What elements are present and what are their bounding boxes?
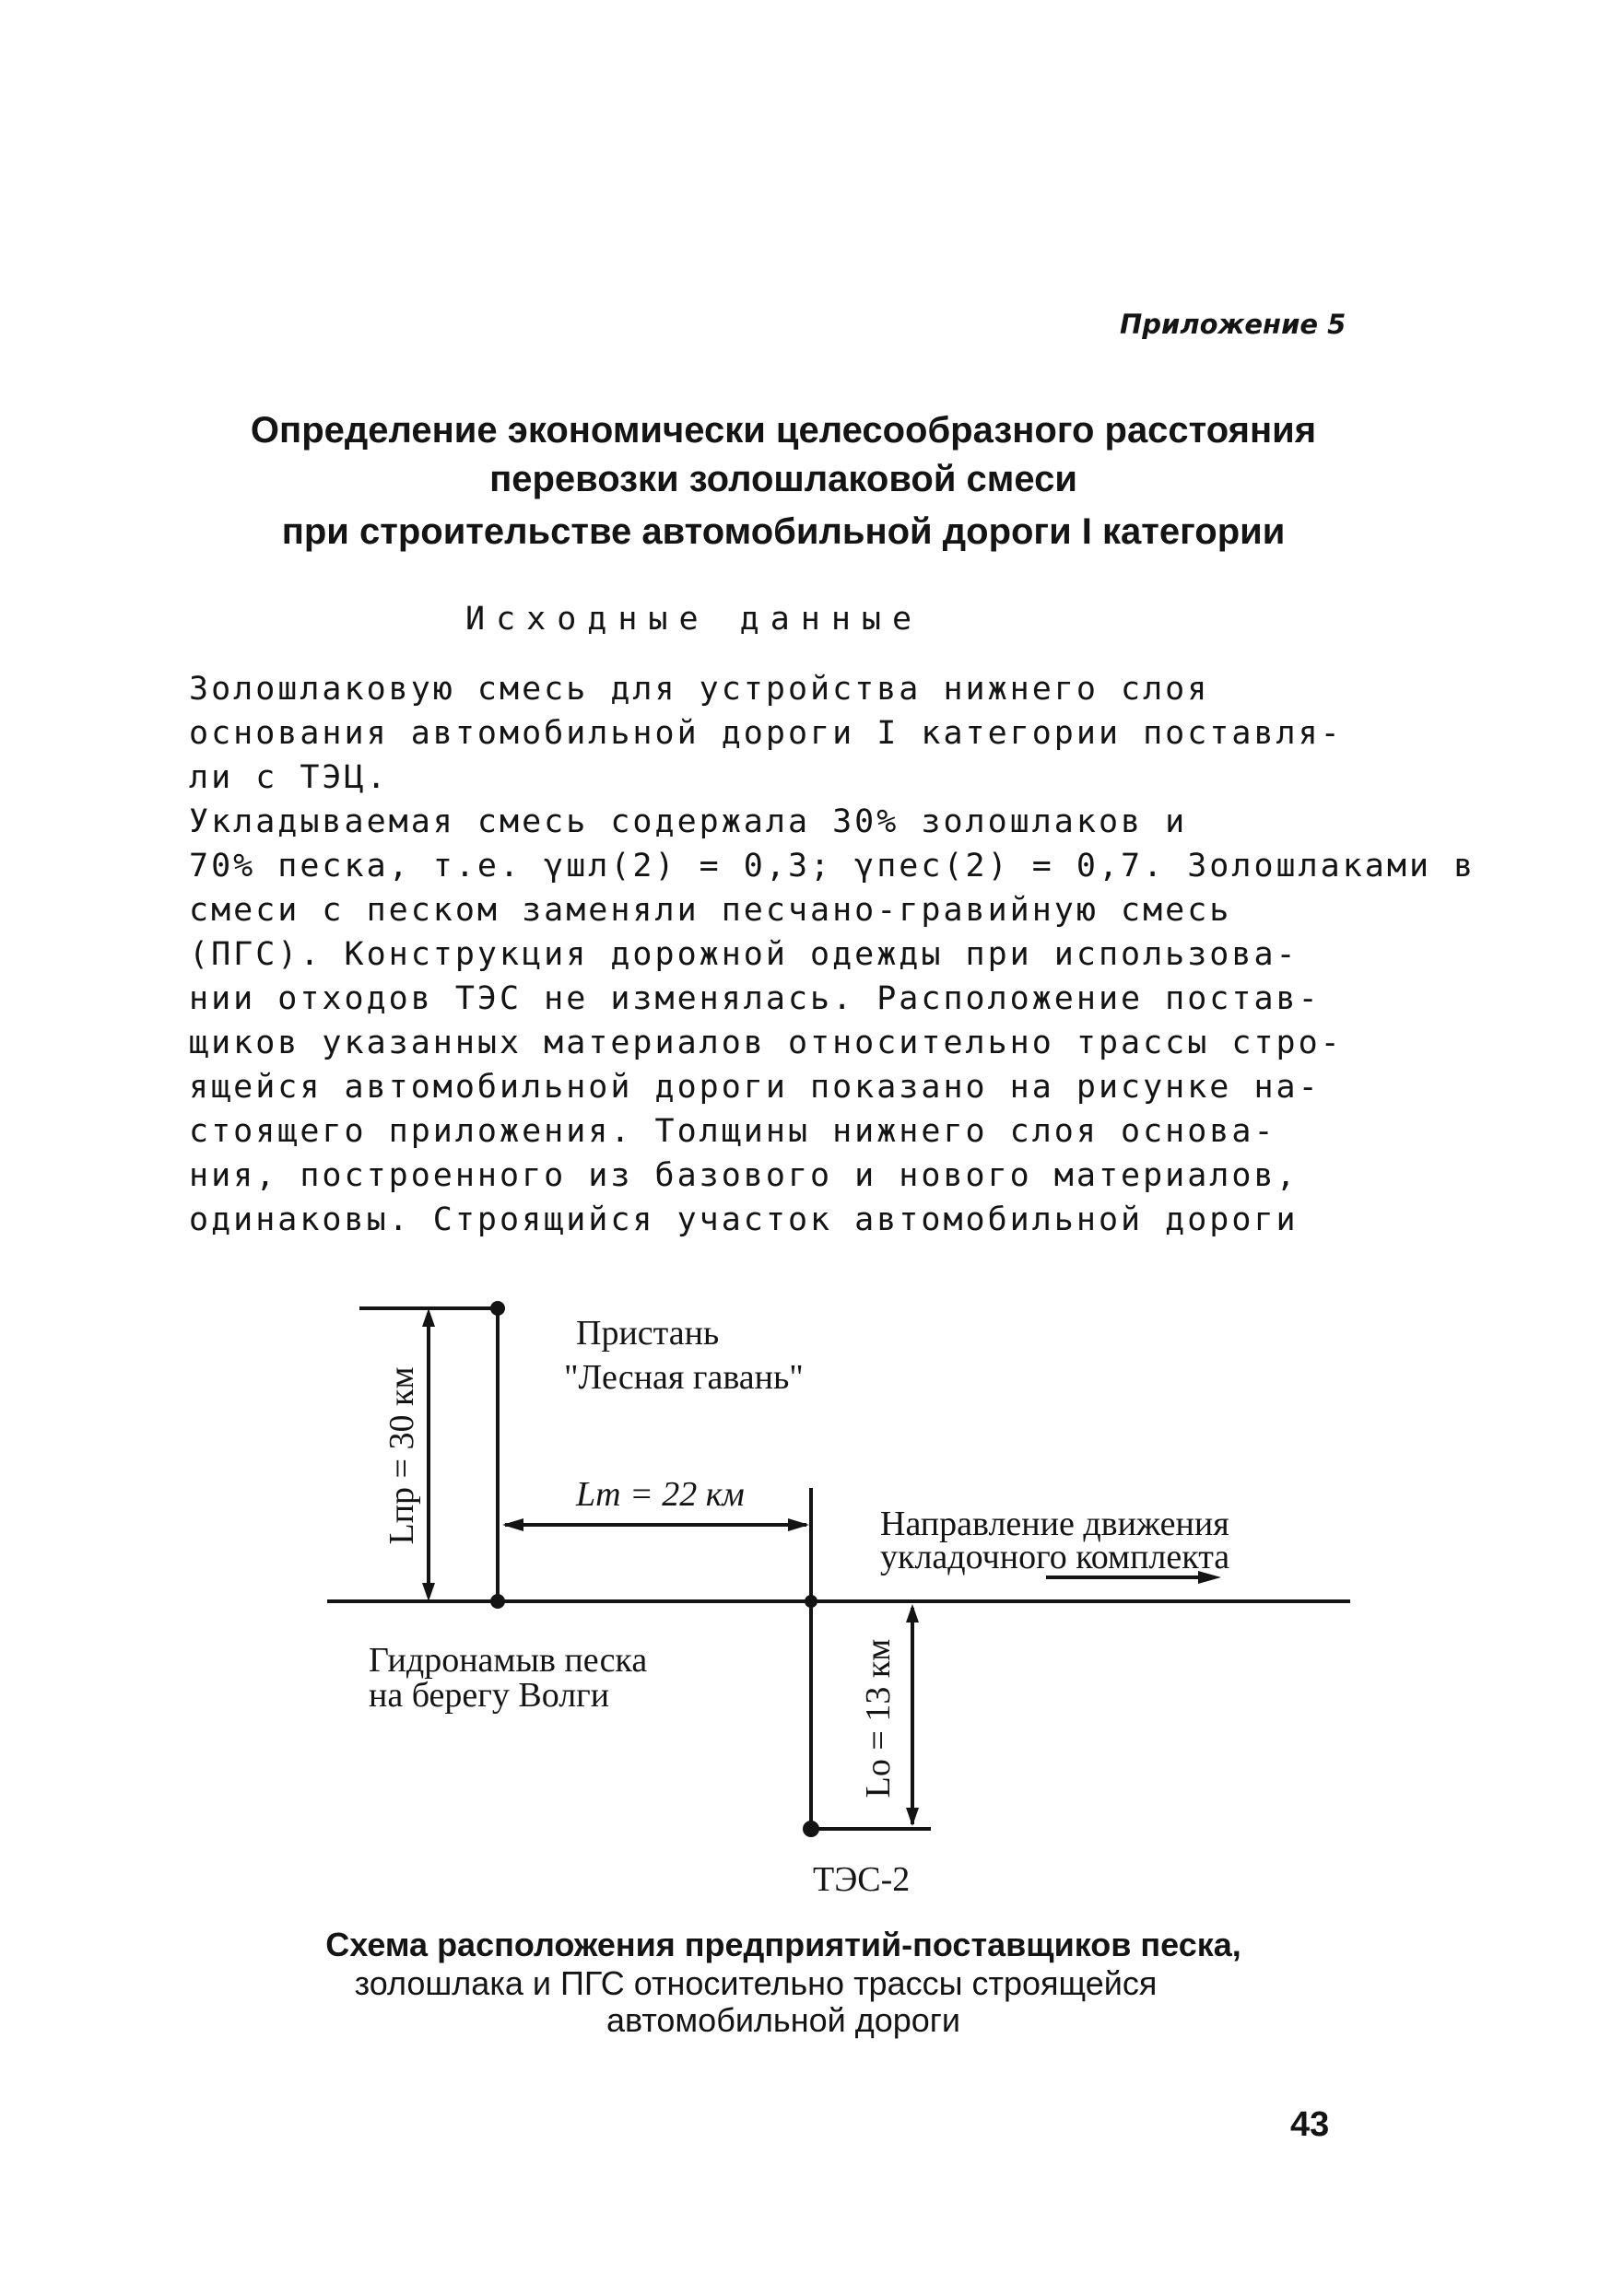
junction-point bbox=[805, 1595, 817, 1608]
section-heading: Исходные данные bbox=[465, 601, 923, 638]
body-line: щиков указанных материалов относительно трассы стро- bbox=[189, 1025, 1343, 1061]
title-line-2: перевозки золошлаковой смеси bbox=[489, 459, 1077, 499]
tes-label: ТЭС-2 bbox=[813, 1860, 911, 1899]
caption-line-1: Схема расположения предприятий-поставщиков песка, bbox=[325, 1926, 1241, 1963]
body-line: ли с ТЭЦ. bbox=[189, 759, 389, 796]
body-line: нии отходов ТЭС не изменялась. Расположение постав- bbox=[189, 980, 1321, 1017]
lpr-arrow-top bbox=[422, 1308, 435, 1327]
lo-arrow-bottom bbox=[906, 1808, 919, 1826]
body-line: одинаковы. Строящийся участок автомобильной дороги bbox=[189, 1201, 1299, 1238]
body-line: 70% песка, т.е. γшл(2) = 0,3; γпес(2) = 0,7. Золошлаками в bbox=[189, 848, 1476, 884]
caption-line-2: золошлака и ПГС относительно трассы строящейся bbox=[354, 1964, 1158, 2002]
body-line: основания автомобильной дороги I категории поставля- bbox=[189, 715, 1343, 752]
body-line: Золошлаковую смесь для устройства нижнего слоя bbox=[189, 671, 1210, 708]
direction-label-line-1: Направление движения bbox=[880, 1505, 1229, 1543]
body-line: (ПГС). Конструкция дорожной одежды при использова- bbox=[189, 936, 1299, 973]
pier-label-line-2: "Лесная гавань" bbox=[564, 1358, 804, 1397]
body-line: Укладываемая смесь содержала 30% золошлаков и bbox=[189, 803, 1188, 840]
appendix-label: Приложение 5 bbox=[1120, 309, 1346, 340]
lpr-arrow-bottom bbox=[422, 1583, 435, 1601]
page-number: 43 bbox=[1290, 2105, 1330, 2144]
lo-label: Lо = 13 км bbox=[859, 1638, 898, 1798]
body-line: ния, построенного из базового и нового материалов, bbox=[189, 1157, 1299, 1194]
pier-point bbox=[490, 1301, 505, 1316]
body-line: стоящего приложения. Толщины нижнего слоя основа- bbox=[189, 1113, 1276, 1150]
lt-label: Lт = 22 км bbox=[576, 1475, 745, 1514]
sand-point bbox=[490, 1594, 505, 1609]
direction-label-line-2: укладочного комплекта bbox=[880, 1538, 1230, 1576]
body-line: ящейся автомобильной дороги показано на рисунке на- bbox=[189, 1069, 1321, 1106]
title-line-3: при строительстве автомобильной дороги I категории bbox=[281, 511, 1286, 552]
sand-label-line-2: на берегу Волги bbox=[369, 1676, 610, 1715]
lt-arrow-left bbox=[502, 1518, 523, 1531]
pier-label-line-1: Пристань bbox=[576, 1314, 720, 1353]
sand-label-line-1: Гидронамыв песка bbox=[369, 1641, 648, 1680]
lo-arrow-top bbox=[906, 1604, 919, 1622]
lt-arrow-right bbox=[788, 1518, 809, 1531]
tes-point bbox=[803, 1821, 819, 1837]
body-line: смеси с песком заменяли песчано-гравийную смесь bbox=[189, 892, 1232, 929]
caption-line-3: автомобильной дороги bbox=[606, 2001, 961, 2039]
title-line-1: Определение экономически целесообразного расстояния bbox=[250, 410, 1317, 451]
lpr-label: Lпр = 30 км bbox=[382, 1366, 421, 1545]
